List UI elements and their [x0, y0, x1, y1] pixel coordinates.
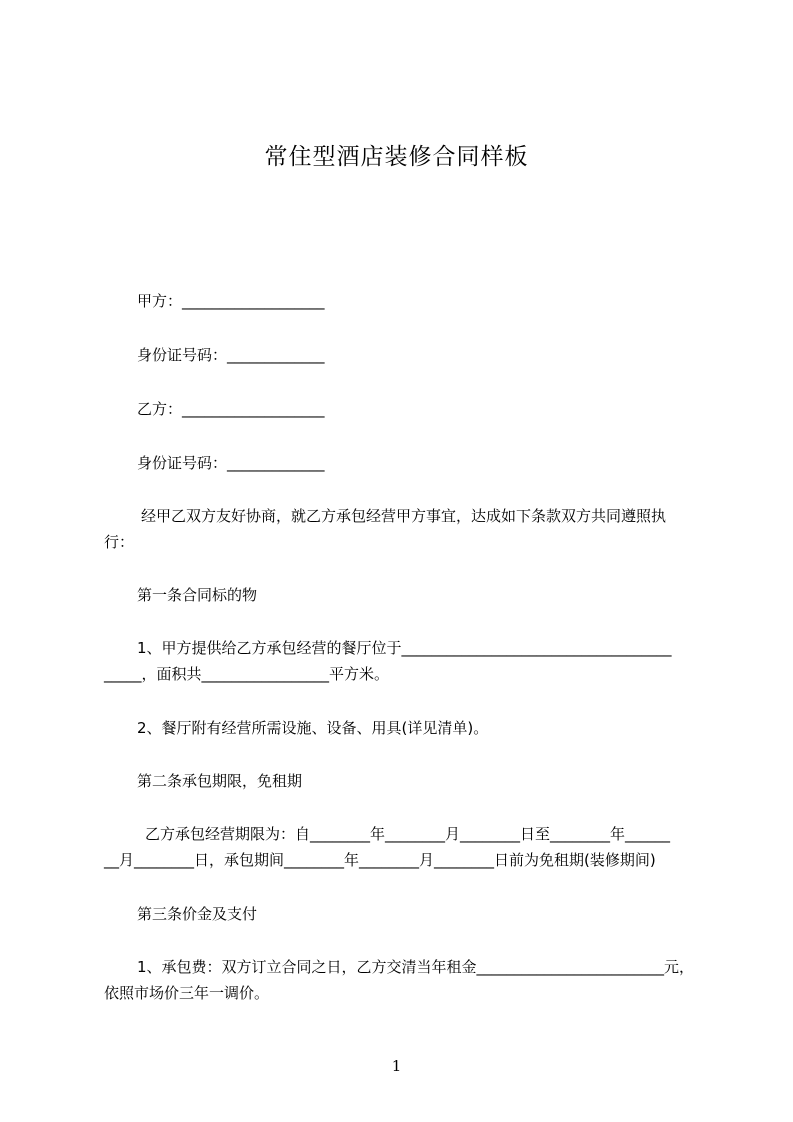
- party-a-line: 甲方：___________________: [137, 292, 325, 310]
- clause-1-1-line-1: 1、甲方提供给乙方承包经营的餐厅位于____________________________________: [137, 639, 672, 657]
- article-1-heading: 第一条合同标的物: [137, 586, 258, 604]
- party-a-id-line: 身份证号码：_____________: [137, 346, 325, 364]
- preamble-line-1: 经甲乙双方友好协商，就乙方承包经营甲方事宜，达成如下条款双方共同遵照执: [141, 507, 667, 525]
- clause-1-2-line: 2、餐厅附有经营所需设施、设备、用具(详见清单)。: [137, 719, 489, 737]
- clause-2-line-1: 乙方承包经营期限为：自________年________月________日至________年______: [145, 825, 671, 843]
- clause-2-line-2: __月________日，承包期间________年________月________日前为免租期(装修期间): [104, 851, 656, 869]
- clause-3-1-line-1: 1、承包费：双方订立合同之日，乙方交清当年租金_________________________元，: [137, 958, 695, 976]
- party-b-id-line: 身份证号码：_____________: [137, 454, 325, 472]
- page-number: 1: [391, 1057, 402, 1075]
- document-title: 常住型酒店装修合同样板: [264, 144, 529, 170]
- clause-1-1-line-2: _____，面积共_________________平方米。: [104, 665, 390, 683]
- preamble-line-2: 行：: [104, 533, 135, 551]
- clause-3-1-line-2: 依照市场价三年一调价。: [104, 984, 270, 1002]
- article-3-heading: 第三条价金及支付: [137, 905, 258, 923]
- party-b-line: 乙方：___________________: [137, 400, 325, 418]
- article-2-heading: 第二条承包期限，免租期: [137, 772, 303, 790]
